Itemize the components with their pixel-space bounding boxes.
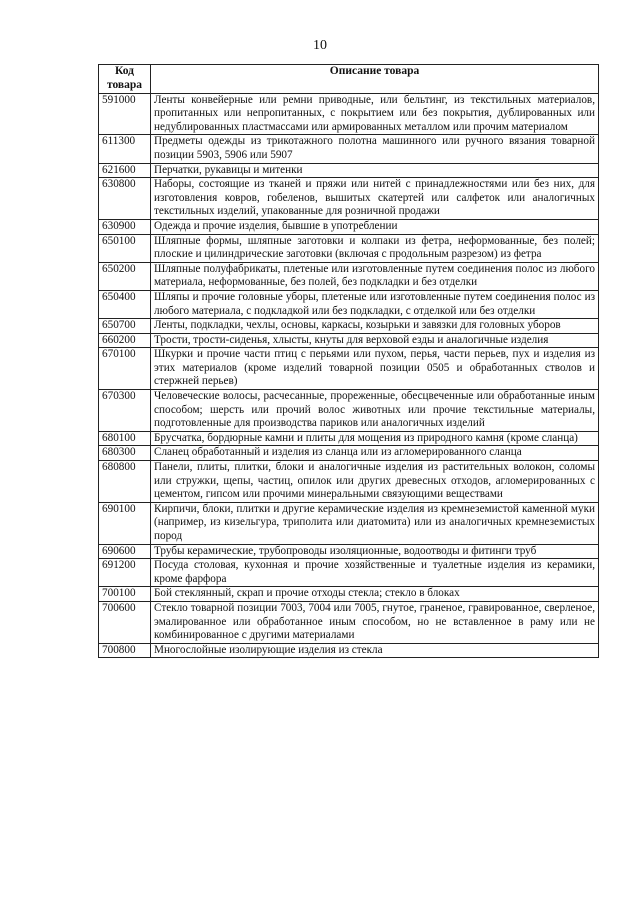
row-description: Кирпичи, блоки, плитки и другие керамические изделия из кремнеземистой каменной муки (например, из кизельгура, триполита или диатомита) или из аналогичных кремнеземистых пород: [151, 502, 599, 544]
row-description: Шляпные полуфабрикаты, плетеные или изготовленные путем соединения полос из любого материала, неформованные, без полей, без подкладки и без отделки: [151, 262, 599, 290]
table-row: [99, 643, 599, 658]
table-header-row: [99, 65, 599, 94]
row-code: 670300: [99, 390, 151, 432]
table-row: [99, 219, 599, 234]
row-description: Трости, трости-сиденья, хлысты, кнуты для верховой езды и аналогичные изделия: [151, 333, 599, 348]
table-row: [99, 559, 599, 587]
table-row: [99, 587, 599, 602]
row-code: 591000: [99, 93, 151, 135]
table-row: [99, 262, 599, 290]
row-code: 690600: [99, 544, 151, 559]
row-description: Шляпные формы, шляпные заготовки и колпаки из фетра, неформованные, без полей; плоские и цилиндрические заготовки (включая с продольным разрезом) из фетра: [151, 234, 599, 262]
page-number: 10: [313, 38, 327, 53]
row-description: Человеческие волосы, расчесанные, прореженные, обесцвеченные или обработанные иным способом; шерсть или прочий волос животных или прочие текстильные материалы, подготовленные для производства париков или аналогичных изделий: [151, 390, 599, 432]
table-row: [99, 93, 599, 135]
table-row: [99, 446, 599, 461]
table-row: [99, 461, 599, 503]
row-code: 690100: [99, 502, 151, 544]
header-code: Код товара: [99, 65, 151, 94]
row-description: Сланец обработанный и изделия из сланца или из агломерированного сланца: [151, 446, 599, 461]
goods-table: [98, 64, 599, 658]
table-row: [99, 601, 599, 643]
header-description: Описание товара: [151, 65, 599, 94]
row-description: Одежда и прочие изделия, бывшие в употреблении: [151, 219, 599, 234]
table-row: [99, 163, 599, 178]
table-row: [99, 431, 599, 446]
row-code: 700600: [99, 601, 151, 643]
row-description: Брусчатка, бордюрные камни и плиты для мощения из природного камня (кроме сланца): [151, 431, 599, 446]
table-row: [99, 390, 599, 432]
row-description: Шкурки и прочие части птиц с перьями или пухом, перья, части перьев, пух и изделия из этих материалов (кроме изделий товарной позиции 0505 и обработанных стволов и стержней перьев): [151, 348, 599, 390]
row-code: 621600: [99, 163, 151, 178]
row-description: Ленты конвейерные или ремни приводные, или бельтинг, из текстильных материалов, пропитанных или непропитанных, с покрытием или без покрытия, дублированных или недублированных пластмассами или армированных металлом или прочим материалом: [151, 93, 599, 135]
row-code: 680100: [99, 431, 151, 446]
table-row: [99, 135, 599, 163]
row-description: Бой стеклянный, скрап и прочие отходы стекла; стекло в блоках: [151, 587, 599, 602]
table-row: [99, 348, 599, 390]
table-row: [99, 178, 599, 220]
row-code: 650700: [99, 319, 151, 334]
table-row: [99, 290, 599, 318]
row-code: 611300: [99, 135, 151, 163]
row-code: 650400: [99, 290, 151, 318]
row-description: Многослойные изолирующие изделия из стекла: [151, 643, 599, 658]
table-row: [99, 333, 599, 348]
table-row: [99, 502, 599, 544]
row-code: 670100: [99, 348, 151, 390]
row-code: 650200: [99, 262, 151, 290]
row-code: 680300: [99, 446, 151, 461]
row-code: 700800: [99, 643, 151, 658]
row-description: Предметы одежды из трикотажного полотна машинного или ручного вязания товарной позиции 5903, 5906 или 5907: [151, 135, 599, 163]
row-description: Посуда столовая, кухонная и прочие хозяйственные и туалетные изделия из керамики, кроме фарфора: [151, 559, 599, 587]
row-description: Трубы керамические, трубопроводы изоляционные, водоотводы и фитинги труб: [151, 544, 599, 559]
row-code: 680800: [99, 461, 151, 503]
row-code: 700100: [99, 587, 151, 602]
row-description: Шляпы и прочие головные уборы, плетеные или изготовленные путем соединения полос из любого материала, с подкладкой или без подкладки, с отделкой или без отделки: [151, 290, 599, 318]
table-body: [99, 93, 599, 658]
row-code: 650100: [99, 234, 151, 262]
row-description: Ленты, подкладки, чехлы, основы, каркасы, козырьки и завязки для головных уборов: [151, 319, 599, 334]
table-row: [99, 234, 599, 262]
row-code: 630900: [99, 219, 151, 234]
row-code: 691200: [99, 559, 151, 587]
row-description: Перчатки, рукавицы и митенки: [151, 163, 599, 178]
row-description: Панели, плиты, плитки, блоки и аналогичные изделия из растительных волокон, соломы или стружки, щепы, частиц, опилок или других древесных отходов, агломерированных с цементом, гипсом или прочими минеральными связующими веществами: [151, 461, 599, 503]
row-code: 630800: [99, 178, 151, 220]
table-row: [99, 544, 599, 559]
table-row: [99, 319, 599, 334]
row-description: Стекло товарной позиции 7003, 7004 или 7005, гнутое, граненое, гравированное, сверленое, эмалированное или обработанное иным способом, но не вставленное в раму или не комбинированное с другими материалами: [151, 601, 599, 643]
row-code: 660200: [99, 333, 151, 348]
row-description: Наборы, состоящие из тканей и пряжи или нитей с принадлежностями или без них, для изготовления ковров, гобеленов, вышитых скатертей или салфеток или аналогичных текстильных изделий, упакованные для розничной продажи: [151, 178, 599, 220]
